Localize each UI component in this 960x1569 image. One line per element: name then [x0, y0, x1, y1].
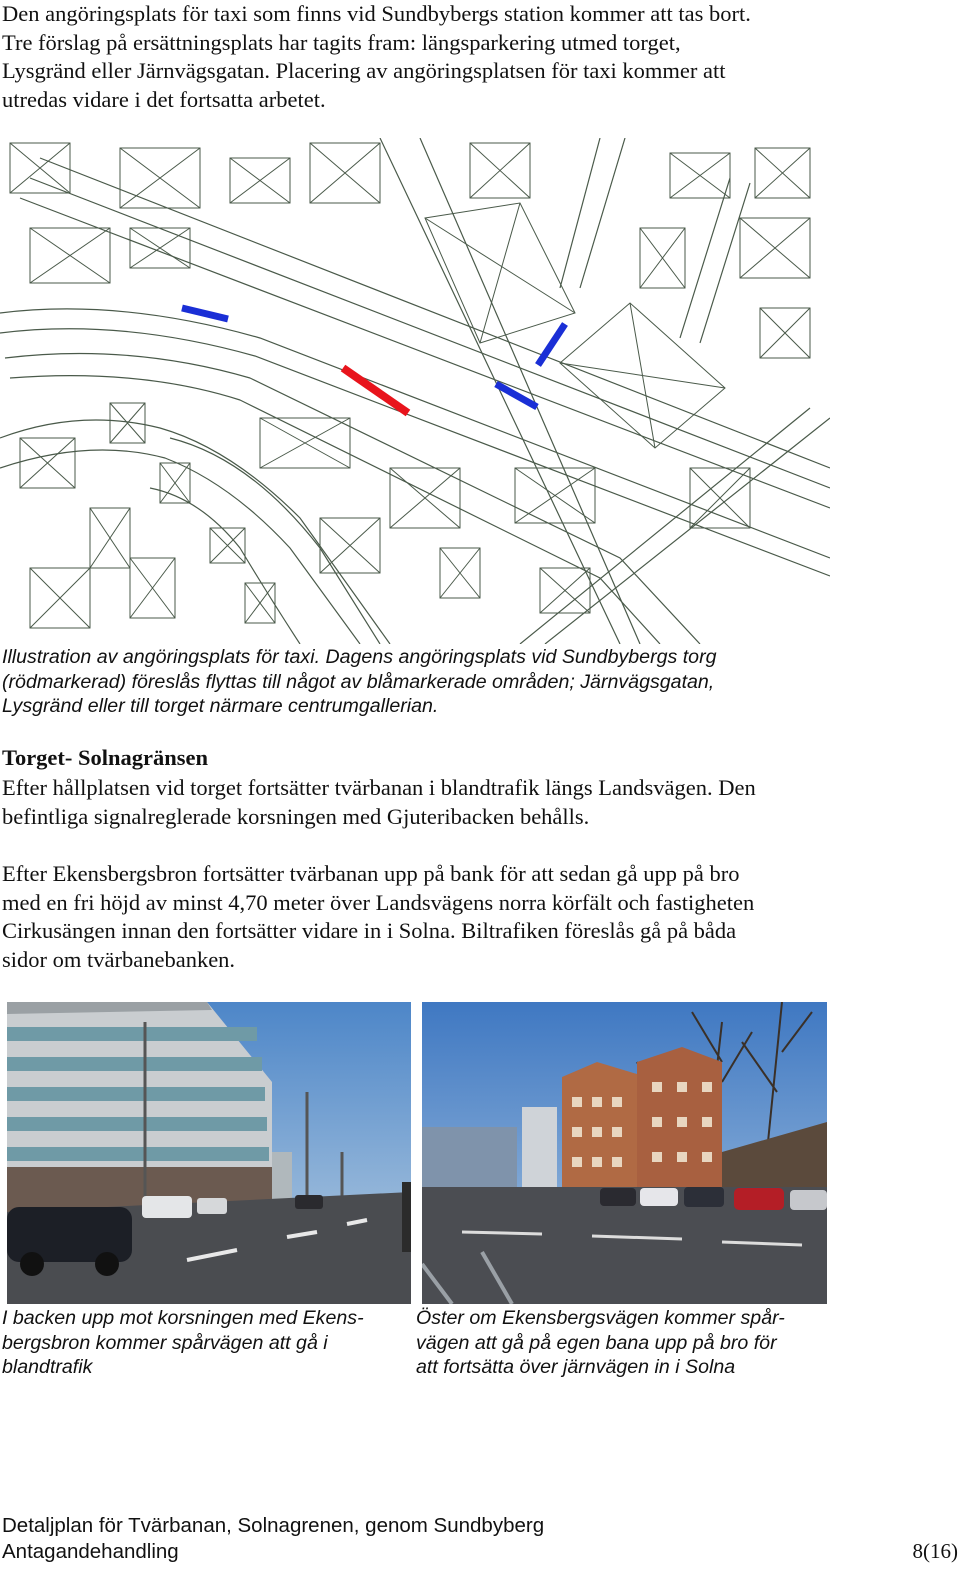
- left-caption-line-1: I backen upp mot korsningen med Ekens-: [2, 1307, 364, 1329]
- section-paragraph-1: [2, 774, 842, 831]
- p2-line-2: med en fri höjd av minst 4,70 meter över Landsvägens norra körfält och fastigheten: [2, 889, 755, 915]
- map-caption: [2, 645, 902, 719]
- right-photo-caption: [416, 1306, 856, 1380]
- intro-paragraph: [2, 0, 842, 115]
- section-paragraph-2: [2, 860, 842, 975]
- map-caption-line-3: Lysgränd eller till torget närmare centrumgallerian.: [2, 695, 439, 717]
- photo-landsvagen-uphill: [7, 1002, 411, 1304]
- left-photo-caption: [2, 1306, 412, 1380]
- map-caption-line-1: Illustration av angöringsplats för taxi. Dagens angöringsplats vid Sundbybergs torg: [2, 646, 717, 668]
- p2-line-3: Cirkusängen innan den fortsätter vidare in i Solna. Biltrafiken föreslås gå på båda: [2, 918, 737, 944]
- left-caption-line-3: blandtrafik: [2, 1356, 93, 1378]
- page-number: 8(16): [912, 1539, 958, 1563]
- intro-line-1: Den angöringsplats för taxi som finns vid Sundbybergs station kommer att tas bort.: [2, 1, 751, 26]
- intro-line-4: utredas vidare i det fortsatta arbetet.: [2, 87, 326, 113]
- left-caption-line-2: bergsbron kommer spårvägen att gå i: [2, 1331, 328, 1354]
- taxi-map-illustration: [0, 138, 830, 644]
- intro-line-2: Tre förslag på ersättningsplats har tagits fram: längsparkering utmed torget,: [2, 29, 681, 55]
- map-caption-line-2: (rödmarkerad) föreslås flyttas till något av blåmarkerade områden; Järnvägsgatan,: [2, 670, 715, 693]
- right-caption-line-2: vägen att gå på egen bana upp på bro för: [416, 1331, 777, 1354]
- section-heading: Torget- Solnagränsen: [2, 745, 209, 770]
- intro-line-3: Lysgränd eller Järnvägsgatan. Placering av angöringsplatsen för taxi kommer att: [2, 58, 726, 84]
- right-caption-line-1: Öster om Ekensbergsvägen kommer spår-: [416, 1307, 785, 1329]
- p1-line-2: befintliga signalreglerade korsningen med Gjuteribacken behålls.: [2, 803, 590, 829]
- photo-ekensbergsvagen-east: [422, 1002, 827, 1304]
- p2-line-1: Efter Ekensbergsbron fortsätter tvärbanan upp på bank för att sedan gå upp på bro: [2, 861, 740, 886]
- footer-title: Detaljplan för Tvärbanan, Solnagrenen, genom Sundbyberg: [2, 1514, 545, 1537]
- right-caption-line-3: att fortsätta över järnvägen in i Solna: [416, 1356, 736, 1378]
- footer-subtitle: Antagandehandling: [2, 1540, 179, 1563]
- p2-line-4: sidor om tvärbanebanken.: [2, 947, 236, 973]
- p1-line-1: Efter hållplatsen vid torget fortsätter tvärbanan i blandtrafik längs Landsvägen. Den: [2, 775, 756, 800]
